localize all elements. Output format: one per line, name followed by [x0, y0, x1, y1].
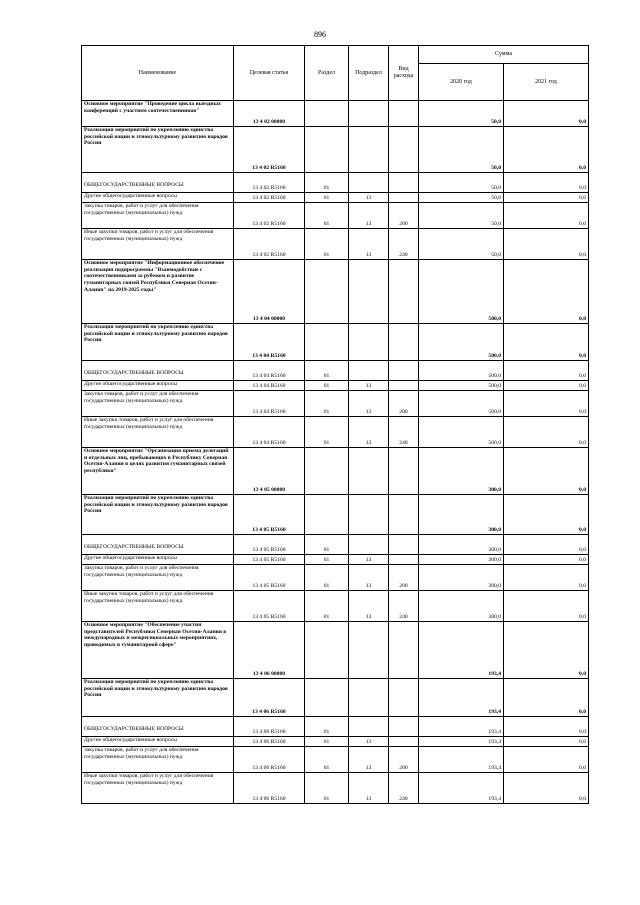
- cell-target-code: 13 4 02 R5160: [234, 203, 305, 229]
- table-row: [82, 417, 589, 448]
- cell-amount-2021: 0,0: [504, 193, 589, 203]
- cell-target-code: 13 4 05 R5160: [234, 555, 305, 565]
- budget-table: [81, 45, 589, 804]
- cell-name: Другие общегосударственные вопросы: [82, 193, 234, 203]
- cell-subsection: [349, 679, 389, 717]
- cell-section: [305, 101, 349, 127]
- cell-name: Закупка товаров, работ и услуг для обеспечения государственных (муниципальных) нужд: [82, 565, 234, 591]
- cell-name: ОБЩЕГОСУДАРСТВЕННЫЕ ВОПРОСЫ: [82, 361, 234, 381]
- cell-section: [305, 448, 349, 495]
- cell-section: 01: [305, 417, 349, 448]
- cell-target-code: 13 4 04 R5160: [234, 381, 305, 391]
- cell-target-code: 13 4 05 R5160: [234, 535, 305, 555]
- cell-name: Закупка товаров, работ и услуг для обеспечения государственных (муниципальных) нужд: [82, 391, 234, 417]
- cell-amount-2021: 0,0: [504, 565, 589, 591]
- cell-expense-type: [389, 622, 419, 679]
- page-number: 896: [314, 30, 326, 39]
- cell-section: 01: [305, 193, 349, 203]
- cell-section: [305, 324, 349, 361]
- cell-amount-2021: 0,0: [504, 555, 589, 565]
- cell-name: Иные закупки товаров, работ и услуг для обеспечения государственных (муниципальных) нужд: [82, 591, 234, 622]
- cell-amount-2021: 0,0: [504, 535, 589, 555]
- cell-amount-2020: 500,0: [419, 391, 504, 417]
- cell-subsection: 13: [349, 747, 389, 773]
- cell-section: 01: [305, 535, 349, 555]
- table-row: [82, 324, 589, 361]
- cell-section: [305, 679, 349, 717]
- cell-expense-type: [389, 127, 419, 173]
- cell-expense-type: [389, 737, 419, 747]
- cell-subsection: 13: [349, 229, 389, 260]
- table-body: [82, 101, 589, 804]
- header-name: Наименование: [82, 46, 234, 101]
- cell-section: 01: [305, 229, 349, 260]
- cell-expense-type: [389, 260, 419, 324]
- cell-name: Основное мероприятие "Информационное обеспечение реализации подпрограммы "Взаимодействие с соотечественниками за рубежом и развитие гуманитарных связей Республики Северная Осетия-Алания" на 2019-2025 годы": [82, 260, 234, 324]
- cell-section: [305, 495, 349, 535]
- cell-section: [305, 622, 349, 679]
- cell-target-code: 13 4 06 R5160: [234, 737, 305, 747]
- cell-amount-2020: 300,0: [419, 555, 504, 565]
- cell-amount-2020: 500,0: [419, 381, 504, 391]
- cell-expense-type: [389, 448, 419, 495]
- cell-amount-2020: 500,0: [419, 260, 504, 324]
- cell-section: 01: [305, 565, 349, 591]
- cell-amount-2020: 50,0: [419, 203, 504, 229]
- cell-expense-type: 200: [389, 203, 419, 229]
- cell-subsection: [349, 717, 389, 737]
- cell-amount-2020: 500,0: [419, 361, 504, 381]
- header-year-2021: 2021 год: [504, 64, 589, 101]
- cell-subsection: 13: [349, 203, 389, 229]
- cell-subsection: 13: [349, 381, 389, 391]
- cell-amount-2021: 0,0: [504, 324, 589, 361]
- cell-target-code: 13 4 06 R5160: [234, 773, 305, 804]
- cell-target-code: 13 4 04 R5160: [234, 417, 305, 448]
- table-row: [82, 203, 589, 229]
- cell-expense-type: [389, 381, 419, 391]
- cell-expense-type: 200: [389, 747, 419, 773]
- cell-section: 01: [305, 773, 349, 804]
- cell-section: [305, 127, 349, 173]
- table-row: [82, 535, 589, 555]
- header-section: Раздел: [305, 46, 349, 101]
- cell-amount-2021: 0,0: [504, 203, 589, 229]
- cell-amount-2021: 0,0: [504, 127, 589, 173]
- cell-amount-2020: 300,0: [419, 448, 504, 495]
- cell-amount-2020: 193,4: [419, 679, 504, 717]
- header-sum: Сумма: [419, 46, 589, 64]
- cell-amount-2021: 0,0: [504, 381, 589, 391]
- table-row: [82, 381, 589, 391]
- cell-section: 01: [305, 737, 349, 747]
- cell-amount-2021: 0,0: [504, 260, 589, 324]
- cell-target-code: 13 4 02 R5160: [234, 229, 305, 260]
- cell-target-code: 13 4 04 R5160: [234, 361, 305, 381]
- cell-subsection: [349, 101, 389, 127]
- cell-subsection: [349, 361, 389, 381]
- table-row: [82, 773, 589, 804]
- cell-subsection: [349, 260, 389, 324]
- cell-amount-2021: 0,0: [504, 737, 589, 747]
- cell-subsection: 13: [349, 193, 389, 203]
- cell-amount-2020: 193,4: [419, 773, 504, 804]
- cell-amount-2021: 0,0: [504, 773, 589, 804]
- cell-name: Реализация мероприятий по укреплению единства российской нации и этнокультурному развитию народов России: [82, 679, 234, 717]
- header-target: Целевая статья: [234, 46, 305, 101]
- cell-target-code: 13 4 06 00000: [234, 622, 305, 679]
- cell-amount-2020: 300,0: [419, 535, 504, 555]
- cell-subsection: [349, 173, 389, 193]
- cell-target-code: 13 4 05 R5160: [234, 495, 305, 535]
- cell-target-code: 13 4 06 R5160: [234, 679, 305, 717]
- cell-subsection: 13: [349, 591, 389, 622]
- cell-name: Закупка товаров, работ и услуг для обеспечения государственных (муниципальных) нужд: [82, 203, 234, 229]
- cell-section: 01: [305, 381, 349, 391]
- table-row: [82, 448, 589, 495]
- cell-amount-2021: 0,0: [504, 679, 589, 717]
- cell-expense-type: [389, 555, 419, 565]
- cell-expense-type: 200: [389, 391, 419, 417]
- cell-amount-2020: 50,0: [419, 127, 504, 173]
- cell-subsection: 13: [349, 417, 389, 448]
- cell-name: Иные закупки товаров, работ и услуг для обеспечения государственных (муниципальных) нужд: [82, 417, 234, 448]
- table-row: [82, 127, 589, 173]
- cell-name: Иные закупки товаров, работ и услуг для обеспечения государственных (муниципальных) нужд: [82, 773, 234, 804]
- cell-section: 01: [305, 203, 349, 229]
- cell-amount-2021: 0,0: [504, 495, 589, 535]
- cell-amount-2021: 0,0: [504, 229, 589, 260]
- cell-amount-2020: 50,0: [419, 101, 504, 127]
- cell-section: 01: [305, 173, 349, 193]
- cell-subsection: [349, 127, 389, 173]
- cell-target-code: 13 4 05 R5160: [234, 591, 305, 622]
- cell-section: 01: [305, 555, 349, 565]
- cell-amount-2021: 0,0: [504, 622, 589, 679]
- cell-expense-type: [389, 173, 419, 193]
- cell-section: [305, 260, 349, 324]
- cell-target-code: 13 4 05 R5160: [234, 565, 305, 591]
- cell-name: ОБЩЕГОСУДАРСТВЕННЫЕ ВОПРОСЫ: [82, 173, 234, 193]
- cell-subsection: 13: [349, 555, 389, 565]
- cell-target-code: 13 4 04 R5160: [234, 391, 305, 417]
- cell-section: 01: [305, 391, 349, 417]
- table-row: [82, 361, 589, 381]
- table-row: [82, 717, 589, 737]
- cell-subsection: [349, 622, 389, 679]
- cell-name: Другие общегосударственные вопросы: [82, 381, 234, 391]
- cell-name: Реализация мероприятий по укреплению единства российской нации и этнокультурному развитию народов России: [82, 127, 234, 173]
- cell-target-code: 13 4 05 00000: [234, 448, 305, 495]
- cell-target-code: 13 4 04 R5160: [234, 324, 305, 361]
- cell-expense-type: 240: [389, 229, 419, 260]
- cell-amount-2021: 0,0: [504, 717, 589, 737]
- cell-expense-type: [389, 495, 419, 535]
- cell-section: 01: [305, 591, 349, 622]
- cell-subsection: [349, 535, 389, 555]
- header-subsection: Подраздел: [349, 46, 389, 101]
- cell-amount-2021: 0,0: [504, 173, 589, 193]
- cell-expense-type: [389, 324, 419, 361]
- table-row: [82, 101, 589, 127]
- cell-expense-type: 240: [389, 773, 419, 804]
- table-row: [82, 737, 589, 747]
- cell-expense-type: [389, 717, 419, 737]
- table-row: [82, 555, 589, 565]
- cell-amount-2020: 300,0: [419, 591, 504, 622]
- table-row: [82, 495, 589, 535]
- cell-amount-2021: 0,0: [504, 448, 589, 495]
- table-row: [82, 565, 589, 591]
- table-row: [82, 260, 589, 324]
- cell-subsection: 13: [349, 391, 389, 417]
- cell-expense-type: [389, 535, 419, 555]
- cell-amount-2020: 193,4: [419, 622, 504, 679]
- cell-name: Другие общегосударственные вопросы: [82, 555, 234, 565]
- cell-amount-2020: 193,4: [419, 717, 504, 737]
- cell-name: Основное мероприятие "Обеспечение участия представителей Республики Северная Осетия-Алания в международных и межрегиональных мероприятиях, проводимых в гуманитарной сфере": [82, 622, 234, 679]
- cell-amount-2020: 50,0: [419, 229, 504, 260]
- cell-amount-2020: 500,0: [419, 324, 504, 361]
- cell-section: 01: [305, 717, 349, 737]
- cell-name: Иные закупки товаров, работ и услуг для обеспечения государственных (муниципальных) нужд: [82, 229, 234, 260]
- cell-expense-type: 200: [389, 565, 419, 591]
- table-row: [82, 622, 589, 679]
- cell-subsection: 13: [349, 737, 389, 747]
- cell-amount-2021: 0,0: [504, 361, 589, 381]
- cell-amount-2020: 50,0: [419, 173, 504, 193]
- table-row: [82, 229, 589, 260]
- cell-subsection: [349, 495, 389, 535]
- cell-target-code: 13 4 02 R5160: [234, 173, 305, 193]
- cell-amount-2021: 0,0: [504, 391, 589, 417]
- header-year-2020: 2020 год: [419, 64, 504, 101]
- cell-subsection: 13: [349, 565, 389, 591]
- cell-expense-type: 240: [389, 417, 419, 448]
- cell-subsection: [349, 324, 389, 361]
- cell-amount-2021: 0,0: [504, 591, 589, 622]
- cell-target-code: 13 4 02 00000: [234, 101, 305, 127]
- cell-name: Другие общегосударственные вопросы: [82, 737, 234, 747]
- cell-amount-2020: 193,4: [419, 747, 504, 773]
- cell-name: Закупка товаров, работ и услуг для обеспечения государственных (муниципальных) нужд: [82, 747, 234, 773]
- cell-name: ОБЩЕГОСУДАРСТВЕННЫЕ ВОПРОСЫ: [82, 717, 234, 737]
- cell-amount-2020: 300,0: [419, 565, 504, 591]
- cell-amount-2021: 0,0: [504, 417, 589, 448]
- cell-amount-2020: 500,0: [419, 417, 504, 448]
- cell-amount-2020: 300,0: [419, 495, 504, 535]
- cell-target-code: 13 4 06 R5160: [234, 747, 305, 773]
- header-expense-type: Вид расхода: [389, 46, 419, 101]
- cell-section: 01: [305, 747, 349, 773]
- cell-expense-type: 240: [389, 591, 419, 622]
- table-row: [82, 747, 589, 773]
- table-row: [82, 391, 589, 417]
- cell-amount-2020: 193,4: [419, 737, 504, 747]
- cell-name: Основное мероприятие "Проведение цикла выездных конференций с участием соотечественников": [82, 101, 234, 127]
- table-row: [82, 679, 589, 717]
- cell-target-code: 13 4 06 R5160: [234, 717, 305, 737]
- cell-expense-type: [389, 193, 419, 203]
- cell-amount-2021: 0,0: [504, 747, 589, 773]
- cell-expense-type: [389, 679, 419, 717]
- cell-amount-2020: 50,0: [419, 193, 504, 203]
- cell-target-code: 13 4 04 00000: [234, 260, 305, 324]
- table-row: [82, 173, 589, 193]
- cell-expense-type: [389, 361, 419, 381]
- cell-expense-type: [389, 101, 419, 127]
- cell-subsection: 13: [349, 773, 389, 804]
- table-row: [82, 193, 589, 203]
- cell-subsection: [349, 448, 389, 495]
- cell-target-code: 13 4 02 R5160: [234, 193, 305, 203]
- cell-name: Реализация мероприятий по укреплению единства российской нации и этнокультурному развитию народов России: [82, 495, 234, 535]
- cell-name: ОБЩЕГОСУДАРСТВЕННЫЕ ВОПРОСЫ: [82, 535, 234, 555]
- cell-section: 01: [305, 361, 349, 381]
- cell-name: Основное мероприятие "Организация приема делегаций и отдельных лиц, пребывающих в Республику Северная Осетия-Алания в целях развития гуманитарных связей республики": [82, 448, 234, 495]
- table-row: [82, 591, 589, 622]
- cell-target-code: 13 4 02 R5160: [234, 127, 305, 173]
- cell-amount-2021: 0,0: [504, 101, 589, 127]
- cell-name: Реализация мероприятий по укреплению единства российской нации и этнокультурному развитию народов России: [82, 324, 234, 361]
